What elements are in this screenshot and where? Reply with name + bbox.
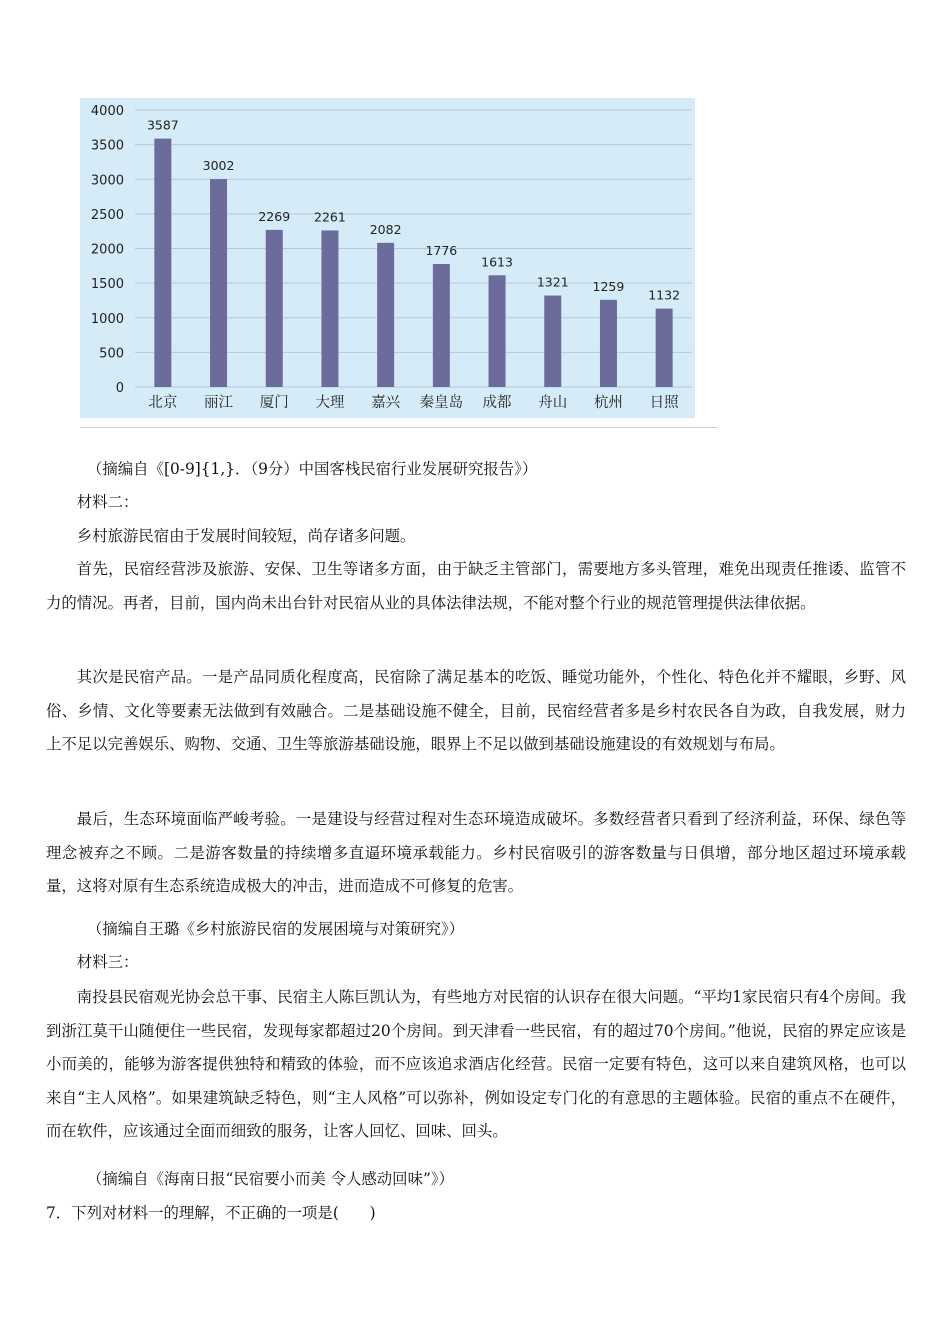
material-2-paragraph-1: 首先，民宿经营涉及旅游、安保、卫生等诸多方面，由于缺乏主管部门，需要地方多头管理，难免出现责任推诿、监管不力的情况。再者，目前，国内尚未出台针对民宿从业的具体法律法规，不能对整个行业的规范管理提供法律依据。 [46, 560, 906, 612]
bar [321, 230, 338, 387]
data-label: 1132 [648, 287, 681, 303]
data-label: 1776 [425, 243, 458, 259]
y-tick-label: 500 [99, 346, 124, 362]
data-label: 2261 [314, 209, 346, 225]
data-label: 1613 [481, 254, 513, 270]
data-label: 3587 [146, 117, 179, 133]
material-2-paragraph-2: 其次是民宿产品。一是产品同质化程度高，民宿除了满足基本的吃饭、睡觉功能外，个性化、特色化并不耀眼，乡野、风俗、乡情、文化等要素无法做到有效融合。二是基础设施不健全，目前，民宿经营者多是乡村农民各自为政，自我发展，财力上不足以完善娱乐、购物、交通、卫生等旅游基础设施，眼界上不足以做到基础设施建设的有效规划与布局。 [46, 668, 906, 754]
material-3-heading: 材料三： [76, 953, 139, 971]
data-label: 3002 [202, 158, 235, 174]
x-tick-label: 丽江 [204, 395, 234, 411]
question-7: 7．下列对材料一的理解，不正确的一项是( ) [46, 1204, 376, 1222]
y-tick-label: 1500 [90, 277, 124, 293]
y-tick-label: 2500 [90, 207, 124, 223]
y-tick-label: 2000 [90, 242, 124, 258]
material-2-heading: 材料二： [76, 493, 139, 511]
x-tick-label: 大理 [315, 395, 345, 411]
bar [433, 264, 450, 387]
bar-chart [80, 98, 695, 418]
bar [544, 296, 561, 387]
bar [656, 309, 673, 387]
bar [154, 139, 171, 387]
y-tick-label: 3500 [90, 138, 124, 154]
bar [266, 230, 283, 387]
bar-chart-svg [80, 98, 695, 418]
x-tick-label: 杭州 [593, 395, 623, 411]
y-tick-label: 4000 [90, 104, 124, 119]
chart-divider [80, 427, 718, 428]
y-tick-label: 1000 [90, 311, 124, 327]
bar [600, 300, 617, 387]
source-material-3: （摘编自《海南日报“民宿要小而美 令人感动回味”》） [87, 1170, 454, 1188]
x-tick-label: 北京 [148, 395, 178, 411]
bar [210, 179, 227, 387]
x-tick-label: 成都 [482, 395, 512, 411]
y-tick-label: 0 [115, 381, 124, 396]
material-2-intro: 乡村旅游民宿由于发展时间较短，尚存诸多问题。 [76, 527, 416, 545]
material-2-paragraph-3: 最后，生态环境面临严峻考验。一是建设与经营过程对生态环境造成破坏。多数经营者只看到了经济利益，环保、绿色等理念被弃之不顾。二是游客数量的持续增多直逼环境承载能力。乡村民宿吸引的游客数量与日俱增，部分地区超过环境承载量，这将对原有生态系统造成极大的冲击，进而造成不可修复的危害。 [46, 810, 906, 896]
source-material-1: （摘编自《[0-9]{1,}．（9分）中国客栈民宿行业发展研究报告》） [87, 460, 538, 478]
data-label: 1259 [592, 278, 625, 294]
data-label: 2082 [369, 221, 402, 237]
data-label: 1321 [536, 274, 569, 290]
y-tick-label: 3000 [90, 173, 124, 189]
x-tick-label: 舟山 [538, 395, 568, 411]
x-tick-label: 秦皇岛 [419, 395, 464, 411]
x-tick-label: 嘉兴 [371, 395, 401, 411]
data-label: 2269 [258, 208, 291, 224]
x-tick-label: 厦门 [259, 395, 289, 411]
source-material-2: （摘编自王璐《乡村旅游民宿的发展困境与对策研究》） [87, 920, 465, 938]
bar [489, 275, 506, 387]
x-tick-label: 日照 [649, 395, 679, 411]
bar [377, 243, 394, 387]
material-3-paragraph: 南投县民宿观光协会总干事、民宿主人陈巨凯认为，有些地方对民宿的认识存在很大问题。“平均1家民宿只有4个房间。我到浙江莫干山随便住一些民宿，发现每家都超过20个房间。到天津看一些民宿，有的超过70个房间。”他说，民宿的界定应该是小而美的，能够为游客提供独特和精致的体验，而不应该追求酒店化经营。民宿一定要有特色，这可以来自建筑风格，也可以来自“主人风格”。如果建筑缺乏特色，则“主人风格”可以弥补，例如设定专门化的有意思的主题体验。民宿的重点不在硬件，而在软件，应该通过全面而细致的服务，让客人回忆、回味、回头。 [46, 988, 906, 1141]
